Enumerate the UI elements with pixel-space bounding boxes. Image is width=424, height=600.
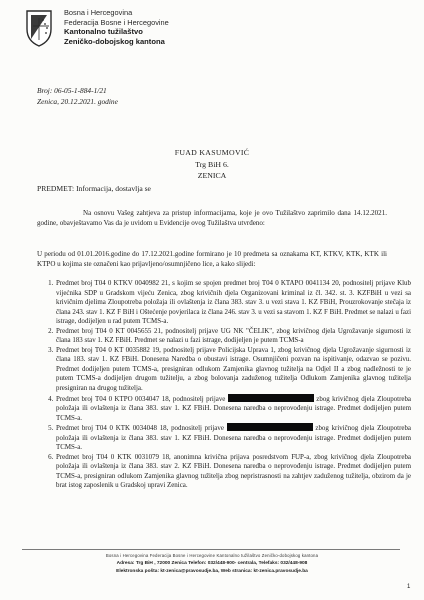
footer [0,551,424,576]
findings-paragraph: U periodu od 01.01.2016.godine do 17.12.2021.godine formirano je 10 predmeta sa oznakama KT, KTKV, KTK, KTK ili KTPO u kojima ste označeni kao prijavljeno/osumnjičeno lice, a kako slijedi: [37,250,387,268]
recipient-block [0,147,424,182]
document-meta [37,85,118,107]
document-number: Broj: 06-05-1-884-1/21 [37,86,107,95]
case-item [55,453,411,491]
institution-line-office: Kantonalno tužilaštvo [64,27,143,37]
footer-institution: Bosna i Hercegovina Federacija Bosne i Hercegovine Kantonalno tužilaštvo Zeničko-dobojskog kantona [105,553,319,558]
case-text: Predmet broj T04 0 KTPO 0034047 18, podnositelj prijave [56,394,226,403]
case-text: Predmet broj T04 0 KTK 0034048 18, podnositelj prijave [56,424,224,433]
institution-line-federation: Federacija Bosne i Hercegovine [64,17,169,27]
intro-paragraph: Na osnovu Vašeg zahtjeva za pristup informacijama, koje je ovo Tužilaštvo zaprimilo dana 14.12.2021. godine, obavještavamo Vas da je uvidom u Evidencije ovog Tužilaštva utvrđeno: [37,209,387,227]
recipient-street: Trg BiH 6. [195,159,229,169]
case-item [55,394,411,424]
case-text: Predmet broj T04 0 KTKV 0040982 21, s kojim se spojen predmet broj T04 0 KTAPO 0041134 20, podnositelj prijave Klub vijećnika SDP u Gradskom vijeću Zenica, zbog krivičnih djela Organizovani kriminal iz čl. 342. st. 3. KZFBiH u vezi sa krivičnim djelima Zloupotreba položaja ili ovlaštenja iz člana 383. stav 3. u vezi stava 1. KZ FBiH, Prouzrokovanje stečaja iz člana 243. stav 1. KZ F BiH i Oštećenje povjerilaca iz člana 246. stav 3. u vezi sa stavom 1. KZ F BiH. Predmet se nalazi u fazi istrage, dodijeljen u rad putem TCMS-a. [56,279,411,326]
institution-header [64,8,169,46]
case-text: Predmet broj T04 0 KT 0035882 19, podnositelj prijave Policijska Uprava 1, zbog krivičnog djela Ugrožavanje sigurnosti iz člana 183. stav 1. KZ FBiH. Donesena Naredba o obustavi istrage. Osumnjičeni pozvan na ispitivanje, odazvao se pozivu. Predmet dodijeljen putem TCMS-a, presigniran odlukom Zamjenika glavnog tužitelja na Odjel II a zbog nadležnosti te je putem TCMS-a dodijeljen drugom tužitelju, a zbog bolovanja zaduženog tužitelja Odlukom Zamjenika glavnog tužitelja presigniran na drugog tužitelja. [56,345,411,393]
page-number: 1 [407,584,411,590]
footer-address: Adresa: Trg BiH , 72000 Zenica Telefon: 032/448-900- centrala, Telefaks: 032/448-908 [116,561,308,566]
subject-line: PREDMET: Informacija, dostavlja se [37,184,151,193]
case-text: Predmet broj T04 0 KTK 0031079 18, anonimna krivična prijava posredstvom FUP-a, zbog krivičnog djela Zloupotreba položaja ili ovlaštenja iz člana 383. stav 2. KZ FBiH. Donesena naredba o neprovođenju istrage. Predmet dodijeljen putem TCMS-a, presigniran odlukom Zamjenika glavnog tužitelja zbog nepristrasnosti na zahtjev zaduženog tužitelja, obzirom da je brat istog zaposlenik u Gradskoj upravi Zenica. [56,452,411,490]
case-list [37,279,411,491]
case-item [55,327,411,346]
document-place-date: Zenica, 20.12.2021. godine [37,97,118,106]
footer-divider [22,549,400,550]
recipient-city: ZENICA [197,171,227,180]
case-item [55,279,411,327]
case-text: Predmet broj T04 0 KT 0045655 21, podnositelj prijave UG NK "ČELIK", zbog krivičnog djela Ugrožavanje sigurnosti iz člana 183 stav 1. KZ FBiH. Predmet se nalazi u fazi istrage, dodijeljen je putem TCMS-a [56,326,411,345]
institution-line-country: Bosna i Hercegovina [64,8,133,17]
footer-contact: Elektronska pošta: kt-zenica@pravosudje.ba, Web stranica: kt-zenica.pravosudje.ba [116,569,308,574]
case-text-continued: zbog krivičnog djela Zloupotreba položaja ili ovlaštenja iz člana 383. stav 1. KZ FBiH. Donesena naredba o neprovođenju istrage. Predmet dodijeljen putem TCMS-a. [56,394,412,422]
redaction-bar [227,423,313,431]
institution-line-canton: Zeničko-dobojskog kantona [64,36,165,46]
case-text-continued: zbog krivičnog djela Zloupotreba položaja ili ovlaštenja iz člana 383. stav 1. KZ FBiH. Donesena naredba o neprovođenju istrage. Predmet dodijeljen putem TCMS-a. [56,424,412,452]
case-item [55,423,411,453]
prosecutor-emblem-icon [19,8,59,48]
redaction-bar [228,394,314,402]
recipient-name: FUAD KASUMOVIĆ [174,148,250,157]
case-item [55,346,411,394]
